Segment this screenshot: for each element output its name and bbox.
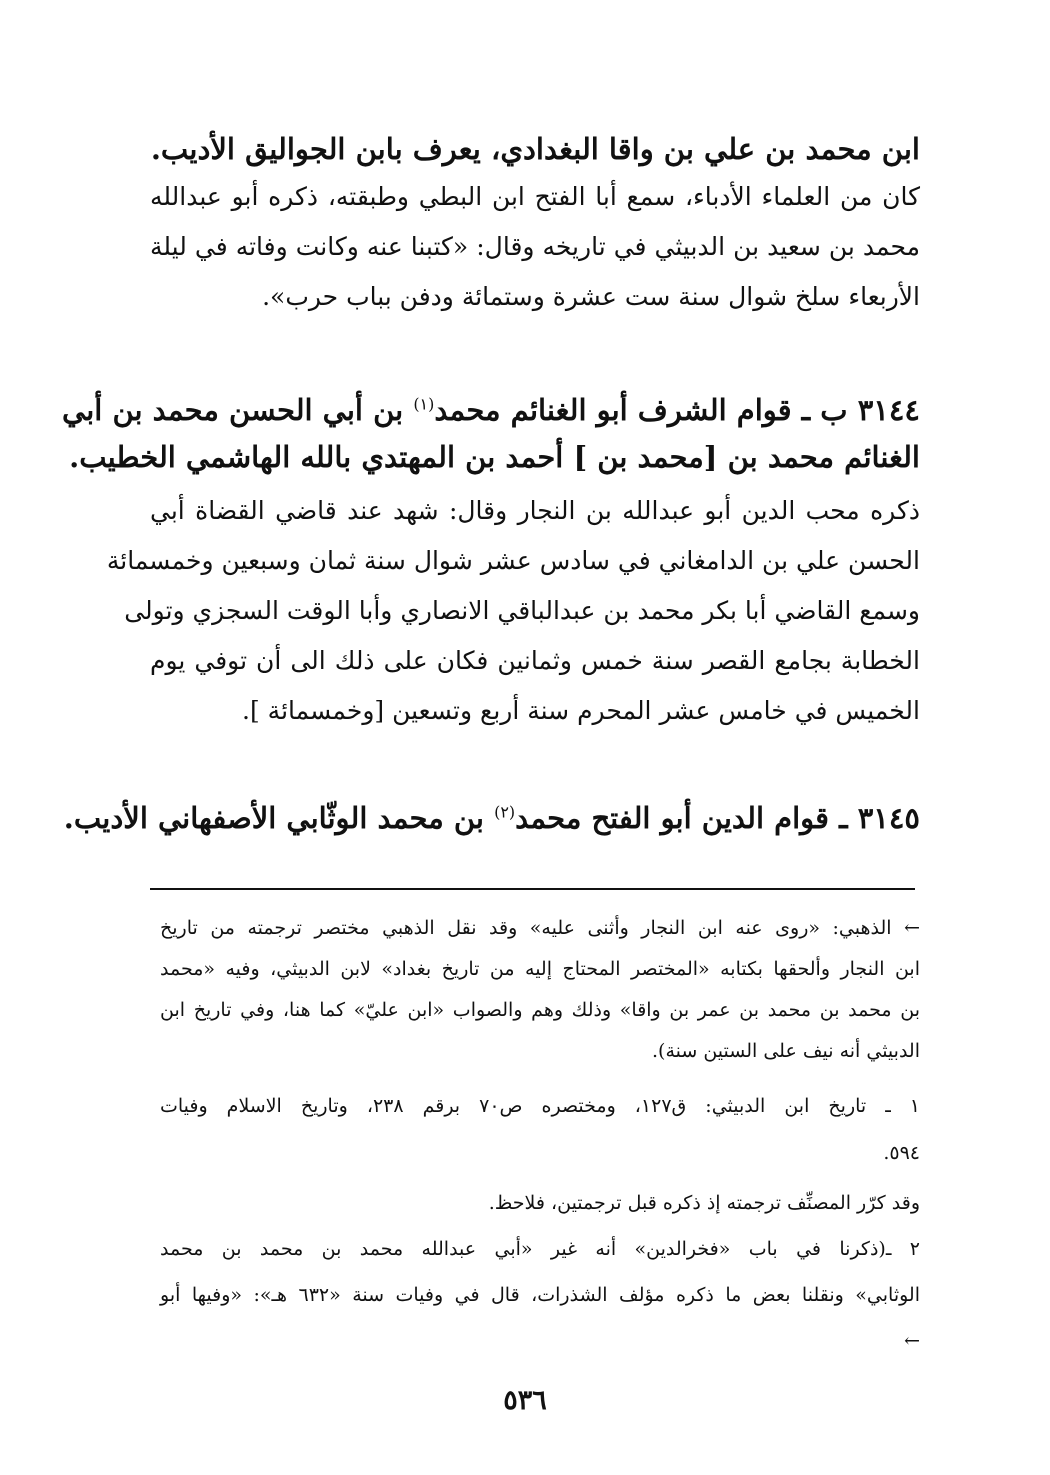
footnote-line: الدبيثي أنه نيف على الستين سنة).	[652, 1040, 920, 1062]
entry-body-line: كان من العلماء الأدباء، سمع أبا الفتح ابن البطي وطبقته، ذكره أبو عبدالله	[150, 182, 920, 211]
footnote-line: وقد كرّر المصنِّف ترجمته إذ ذكره قبل ترجمتين، فلاحظ.	[488, 1192, 920, 1214]
footnote-line: الوثابي» ونقلنا بعض ما ذكره مؤلف الشذرات، قال في وفيات سنة «٦٣٢ هـ»: «وفيها أبو	[160, 1284, 920, 1306]
footnote-line: بن محمد بن محمد بن عمر بن واقا» وذلك وهم والصواب «ابن عليّ» كما هنا، وفي تاريخ ابن	[160, 999, 920, 1021]
entry-heading-text: ٣١٤٤ ب ـ قوام الشرف أبو الغنائم محمد	[434, 393, 920, 427]
entry-heading	[62, 387, 920, 433]
entry-heading-text: ٣١٤٥ ـ قوام الدين أبو الفتح محمد	[515, 801, 920, 835]
footnote-ref: (٢)	[494, 802, 516, 822]
entry-heading-text: بن محمد الوثّابي الأصفهاني الأديب.	[63, 801, 495, 835]
entry-heading	[63, 795, 920, 841]
footnote-divider	[150, 888, 915, 890]
entry-body-line: الخطابة بجامع القصر سنة خمس وثمانين فكان على ذلك الى أن توفي يوم	[150, 646, 920, 675]
footnote-line: ابن النجار وألحقها بكتابه «المختصر المحتاج إليه من تاريخ بغداد» لابن الدبيثي، وفيه «محمد	[160, 958, 920, 980]
footnote-line: ٢ ـ(ذكرنا في باب «فخرالدين» أنه غير «أبي عبدالله محمد بن محمد بن محمد	[160, 1238, 920, 1260]
footnote-line: ١ ـ تاريخ ابن الدبيثي: ق١٢٧، ومختصره ص٧٠ برقم ٢٣٨، وتاريخ الاسلام وفيات	[160, 1095, 920, 1117]
footnote-line: ← الذهبي: «روى عنه ابن النجار وأثنى عليه» وقد نقل الذهبي مختصر ترجمته من تاريخ	[160, 917, 920, 939]
entry-heading-text: بن أبي الحسن محمد بن أبي	[62, 393, 414, 427]
entry-body-line: محمد بن سعيد بن الدبيثي في تاريخه وقال: «كتبنا عنه وكانت وفاته في ليلة	[150, 232, 920, 261]
continuation-arrow: ←	[904, 1330, 920, 1352]
entry-heading: ابن محمد بن علي بن واقا البغدادي، يعرف بابن الجواليق الأديب.	[150, 132, 920, 166]
entry-body-line: ذكره محب الدين أبو عبدالله بن النجار وقال: شهد عند قاضي القضاة أبي	[150, 496, 920, 525]
footnote-line: ٥٩٤.	[883, 1142, 920, 1164]
entry-body-line: وسمع القاضي أبا بكر محمد بن عبدالباقي الانصاري وأبا الوقت السجزي وتولى	[124, 596, 920, 625]
entry-body-line: الخميس في خامس عشر المحرم سنة أربع وتسعين [وخمسمائة ].	[242, 696, 920, 725]
entry-body-line: الحسن علي بن الدامغاني في سادس عشر شوال سنة ثمان وسبعين وخمسمائة	[106, 546, 920, 575]
footnote-ref: (١)	[413, 394, 435, 414]
entry-body-line: الأربعاء سلخ شوال سنة ست عشرة وستمائة ودفن بباب حرب».	[262, 282, 920, 311]
page-number: ٥٣٦	[503, 1385, 547, 1416]
entry-heading-line: الغنائم محمد بن [محمد بن ] أحمد بن المهتدي بالله الهاشمي الخطيب.	[69, 440, 920, 474]
